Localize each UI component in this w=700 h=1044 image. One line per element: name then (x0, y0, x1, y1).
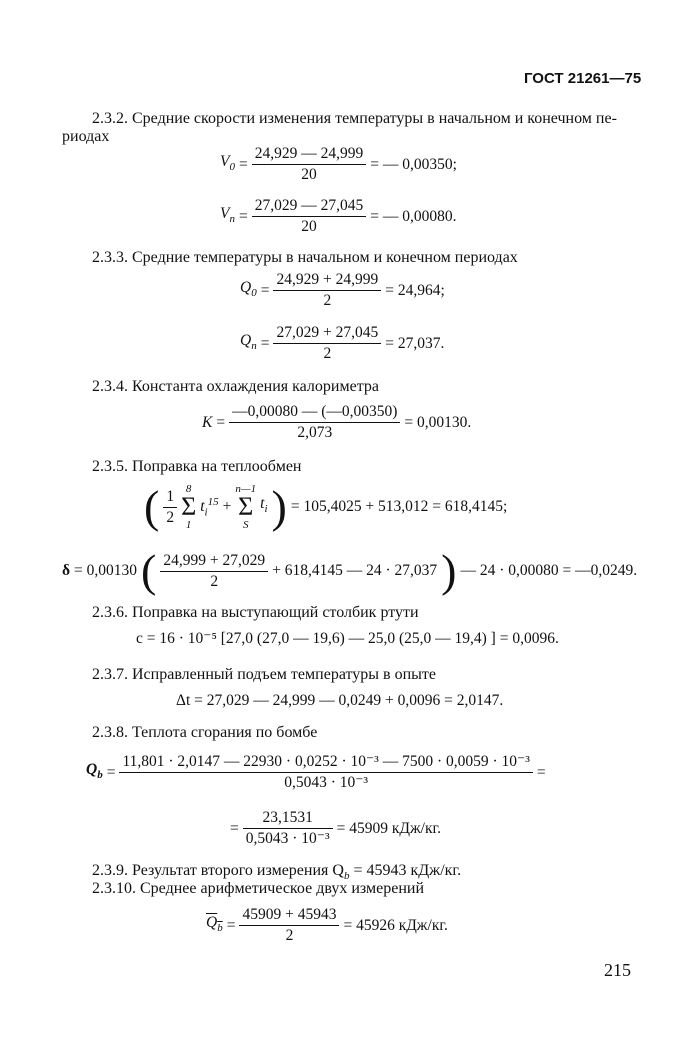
qb-numerator: 11,801 · 2,0147 — 22930 · 0,0252 · 10⁻³ — 7500 · 0,0059 · 10⁻³ (119, 752, 532, 773)
q-mean-numerator: 45909 + 45943 (239, 905, 339, 926)
qb-subscript: b (97, 769, 103, 782)
sum-1-lower: 1 (185, 519, 192, 531)
qb-denominator: 0,5043 · 10⁻³ (284, 774, 369, 791)
half-fraction (163, 487, 177, 528)
q0-denominator: 2 (323, 292, 332, 309)
q0-subscript: 0 (251, 287, 257, 300)
section-2-3-6-heading: 2.3.6. Поправка на выступающий столбик ртути (92, 604, 419, 621)
v0-numerator: 24,929 — 24,999 (252, 144, 367, 165)
equation-delta: δ = 0,00130 ( $\frac{24,999 + 27,029}{2}$ + 618,4145 — 24 · 27,037 ) — 24 · 0,00080 = —0,0249. (62, 545, 638, 596)
sum-1-upper: 8 (185, 483, 192, 495)
qb-final-numerator: 23,1531 (243, 808, 333, 829)
sum-2: n—1 Σ S (235, 483, 257, 531)
qb-final-fraction (243, 808, 333, 849)
equation-qn: $Q_n$ = $\frac{27,029 + 27,045}{2}$ = 27,037. (240, 324, 445, 362)
vn-denominator: 20 (301, 218, 317, 235)
qn-subscript: n (251, 340, 257, 353)
vn-result: = — 0,00080. (370, 207, 457, 225)
sum-2-upper: n—1 (235, 483, 257, 495)
sum-1: 8 Σ 1 (181, 483, 197, 531)
delta-inner-rest: + 618,4145 — 24 · 27,037 (272, 562, 438, 579)
half-denominator: 2 (166, 508, 175, 526)
vn-subscript: n (229, 213, 235, 226)
qb-final-denominator: 0,5043 · 10⁻³ (245, 830, 330, 847)
qn-result: = 27,037. (385, 334, 445, 352)
sum-2-term-sub: i (264, 503, 268, 516)
qn-symbol: Q (240, 331, 252, 349)
section-2-3-8-heading: 2.3.8. Теплота сгорания по бомбе (92, 724, 318, 741)
delta-numerator: 24,999 + 27,029 (160, 551, 268, 572)
k-numerator: —0,00080 — (—0,00350) (229, 402, 400, 423)
standard-header: ГОСТ 21261—75 (524, 70, 642, 87)
q0-fraction (273, 270, 381, 311)
delta-denominator: 2 (210, 572, 219, 590)
sum-2-term: t (260, 495, 265, 513)
k-result: = 0,00130. (404, 413, 472, 431)
delta-tail: — 24 · 0,00080 = —0,0249. (460, 562, 638, 579)
section-2-3-9-sub: b (343, 870, 350, 883)
equation-v0: $V_0$ = $\frac{24,929 — 24,999}{20}$ = — 0,00350; (220, 145, 457, 183)
section-2-3-2-heading: 2.3.2. Средние скорости изменения температуры в начальном и конечном пе- (92, 110, 617, 127)
vn-symbol: V (220, 204, 230, 222)
qb-final-result: = 45909 кДж/кг. (336, 819, 442, 837)
k-symbol: K (202, 413, 213, 431)
q-mean-symbol: Q (206, 913, 218, 931)
equation-k: K = $\frac{—0,00080 — (—0,00350)}{2,073}$ = 0,00130. (202, 403, 472, 441)
section-2-3-10-heading: 2.3.10. Среднее арифметическое двух измерений (92, 880, 425, 897)
delta-coefficient: = 0,00130 (74, 562, 138, 579)
qn-fraction (273, 323, 381, 364)
equation-q-mean: $Q_b$ = $\frac{45909 + 45943}{2}$ = 45926 кДж/кг. (206, 906, 448, 944)
delta-fraction (160, 551, 268, 592)
qb-symbol: Q (86, 760, 98, 778)
section-2-3-9-text: 2.3.9. Результат второго измерения Q (92, 862, 344, 879)
section-2-3-7-heading: 2.3.7. Исправленный подъем температуры в опыте (92, 666, 436, 683)
vn-fraction (252, 196, 367, 237)
v0-result: = — 0,00350; (370, 155, 457, 173)
section-2-3-3-heading: 2.3.3. Средние температуры в начальном и конечном периодах (92, 249, 518, 266)
equation-sum: ( $\frac{1}{2}$ 8 Σ 1 $t_i^{15}$ + n—1 Σ S $t_i$ ) = 105,4025 + 513,012 = 618,4145; (144, 481, 508, 532)
v0-subscript: 0 (229, 161, 235, 174)
q-mean-fraction (239, 905, 339, 946)
q0-numerator: 24,929 + 24,999 (273, 270, 381, 291)
v0-fraction (252, 144, 367, 185)
q-mean-result: = 45926 кДж/кг. (343, 916, 448, 934)
q-mean-subscript: b (217, 922, 223, 935)
section-2-3-4-heading: 2.3.4. Константа охлаждения калориметра (92, 378, 379, 395)
sum-1-term-sub: i (204, 506, 208, 519)
sum-2-lower: S (242, 519, 249, 531)
section-2-3-5-heading: 2.3.5. Поправка на теплообмен (92, 458, 302, 475)
equation-vn: $V_n$ = $\frac{27,029 — 27,045}{20}$ = — 0,00080. (220, 197, 457, 235)
k-fraction (229, 402, 400, 443)
delta-symbol: δ (62, 562, 71, 579)
sum-1-term: t (200, 498, 205, 516)
equation-mercury: c = 16 · 10⁻⁵ [27,0 (27,0 — 19,6) — 25,0 (25,0 — 19,4) ] = 0,0096. (136, 630, 559, 647)
equation-delta-t: Δt = 27,029 — 24,999 — 0,0249 + 0,0096 = 2,0147. (176, 692, 504, 709)
section-2-3-9-tail: = 45943 кДж/кг. (349, 862, 462, 879)
sum-plus: + (222, 498, 232, 515)
q0-result: = 24,964; (385, 281, 445, 299)
q0-symbol: Q (240, 278, 252, 296)
qn-denominator: 2 (323, 345, 332, 362)
equation-qb-final (228, 808, 443, 849)
qn-numerator: 27,029 + 27,045 (273, 323, 381, 344)
equation-qb: $Q_b$ = 11,801 · 2,0147 — 22930 · 0,0252 · 10⁻³ — 7500 · 0,0059 · 10⁻³ 0,5043 · 10⁻³ = (86, 753, 546, 791)
page-number: 215 (604, 960, 631, 980)
qb-final-prefix: = (230, 819, 239, 837)
v0-denominator: 20 (301, 166, 317, 183)
qb-result: = (536, 763, 546, 781)
section-2-3-2-continuation: риодах (62, 128, 110, 145)
v0-symbol: V (220, 152, 230, 170)
equation-q0: $Q_0$ = $\frac{24,929 + 24,999}{2}$ = 24,964; (240, 271, 445, 309)
q-mean-denominator: 2 (285, 927, 294, 944)
k-denominator: 2,073 (297, 424, 333, 441)
half-numerator: 1 (163, 487, 177, 508)
sum-1-term-sup: 15 (207, 495, 219, 508)
vn-numerator: 27,029 — 27,045 (252, 196, 367, 217)
qb-fraction (119, 752, 532, 793)
sum-result: = 105,4025 + 513,012 = 618,4145; (290, 498, 508, 515)
